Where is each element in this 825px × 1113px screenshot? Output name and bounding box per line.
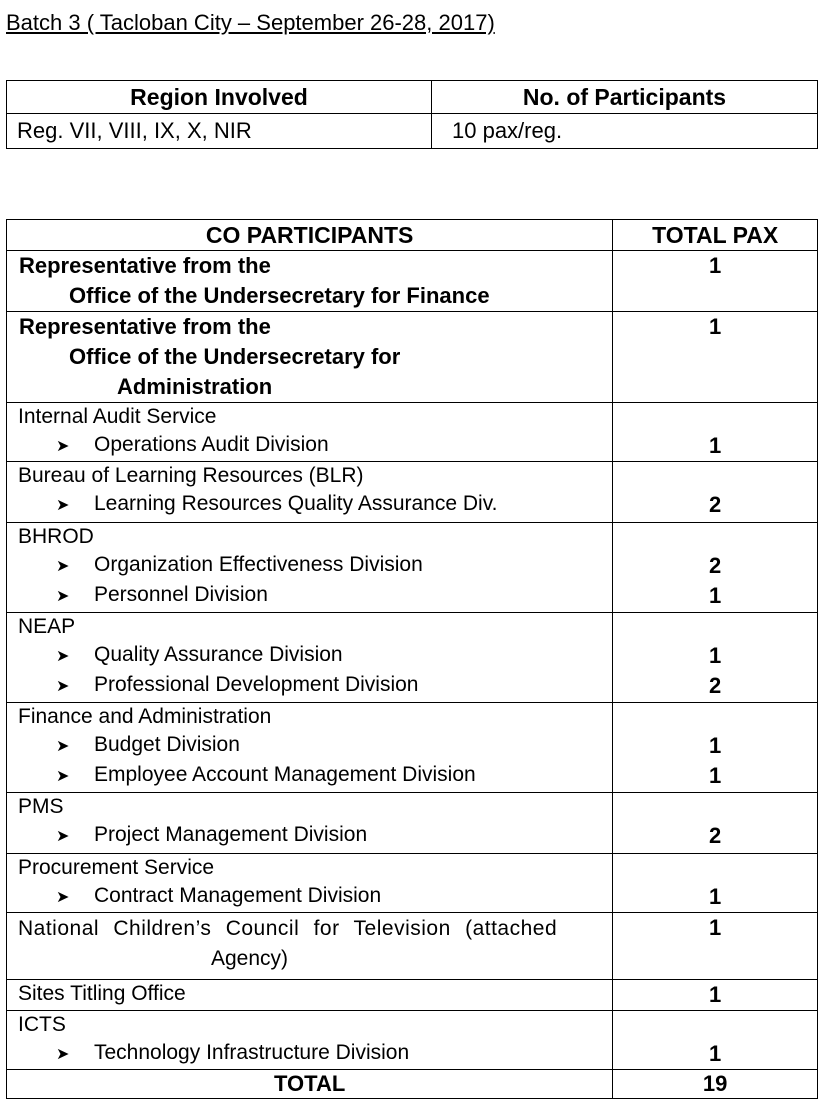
pax-cell: 1 (613, 403, 818, 462)
arrowhead-bullet-icon: ➤ (56, 558, 70, 575)
arrowhead-bullet-icon: ➤ (56, 588, 70, 605)
page-title: Batch 3 ( Tacloban City – September 26-28, 2017) (6, 10, 495, 35)
table-row (7, 523, 818, 613)
office-name: BHROD (18, 525, 94, 548)
office-name: Sites Titling Office (18, 982, 186, 1005)
table-row (7, 980, 818, 1011)
participants-value: 10 pax/reg. (432, 114, 818, 149)
arrowhead-bullet-icon: ➤ (56, 678, 70, 695)
arrowhead-bullet-icon: ➤ (56, 497, 70, 514)
total-pax-header: TOTAL PAX (613, 220, 818, 251)
co-participants-header: CO PARTICIPANTS (7, 220, 613, 251)
arrowhead-bullet-icon: ➤ (56, 438, 70, 455)
office-cell (7, 980, 613, 1011)
office-cell: ICTS ➤ Technology Infrastructure Division (7, 1011, 613, 1070)
office-cell: Finance and Administration ➤ Budget Division ➤ Employee Account Management Division (7, 703, 613, 793)
office-name: Finance and Administration (18, 705, 272, 728)
office-cell: National Children’s Council for Television (attached Agency) (7, 913, 613, 980)
pax-cell: 2 1 (613, 523, 818, 613)
pax-cell: 1 2 (613, 613, 818, 703)
region-header: Region Involved (7, 81, 432, 114)
office-cell: Procurement Service ➤ Contract Management Division (7, 854, 613, 913)
arrowhead-bullet-icon: ➤ (56, 828, 70, 845)
pax-cell: 1 (613, 312, 818, 403)
total-label: TOTAL (7, 1070, 613, 1099)
table-row (7, 403, 818, 462)
office-name: PMS (18, 795, 64, 818)
office-cell: Internal Audit Service ➤ Operations Audit Division (7, 403, 613, 462)
pax-cell: 1 1 (613, 703, 818, 793)
pax-cell: 2 (613, 462, 818, 523)
pax-cell: 1 (613, 980, 818, 1011)
office-name: NEAP (18, 615, 76, 638)
arrowhead-bullet-icon: ➤ (56, 768, 70, 785)
arrowhead-bullet-icon: ➤ (56, 738, 70, 755)
arrowhead-bullet-icon: ➤ (56, 889, 70, 906)
pax-cell: 2 (613, 793, 818, 854)
office-name: Internal Audit Service (18, 405, 217, 428)
table-row (7, 703, 818, 793)
rep-finance-cell: Representative from the Office of the Undersecretary for Finance (7, 251, 613, 312)
office-cell: Bureau of Learning Resources (BLR) ➤ Learning Resources Quality Assurance Div. (7, 462, 613, 523)
office-cell: BHROD ➤ Organization Effectiveness Division ➤ Personnel Division (7, 523, 613, 613)
table-row (7, 854, 818, 913)
pax-cell: 1 (613, 251, 818, 312)
office-name: Bureau of Learning Resources (BLR) (18, 464, 364, 487)
office-cell: NEAP ➤ Quality Assurance Division ➤ Professional Development Division (7, 613, 613, 703)
table-row (7, 913, 818, 980)
co-participants-table (6, 219, 818, 1099)
table-row (7, 462, 818, 523)
table-row (7, 251, 818, 312)
participants-header: No. of Participants (432, 81, 818, 114)
office-name: Procurement Service (18, 856, 215, 879)
pax-cell: 1 (613, 913, 818, 980)
pax-cell: 1 (613, 1011, 818, 1070)
total-value: 19 (613, 1070, 818, 1099)
table-row (7, 312, 818, 403)
region-table (6, 80, 818, 149)
table-row (7, 793, 818, 854)
office-name: ICTS (18, 1013, 66, 1036)
total-row (7, 1070, 818, 1099)
arrowhead-bullet-icon: ➤ (56, 1046, 70, 1063)
arrowhead-bullet-icon: ➤ (56, 648, 70, 665)
office-cell: PMS ➤ Project Management Division (7, 793, 613, 854)
table-row (7, 613, 818, 703)
pax-cell: 1 (613, 854, 818, 913)
rep-admin-cell: Representative from the Office of the Undersecretary for Administration (7, 312, 613, 403)
region-value: Reg. VII, VIII, IX, X, NIR (7, 114, 432, 149)
table-row (7, 1011, 818, 1070)
